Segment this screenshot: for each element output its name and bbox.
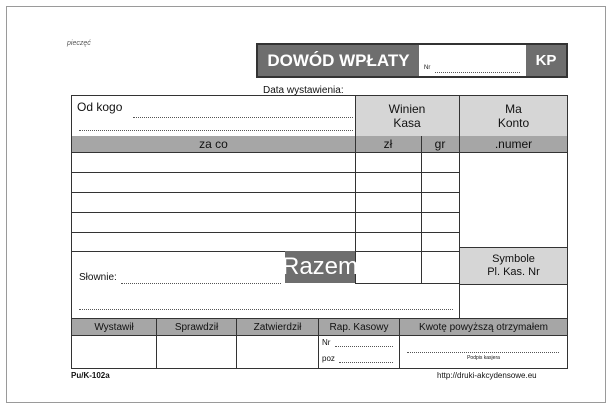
approved-header: Zatwierdził — [253, 321, 302, 333]
poz-label: poz — [322, 354, 335, 363]
numer-header: .numer — [494, 137, 533, 151]
debit-header — [355, 96, 459, 136]
sig-col-line-3 — [318, 318, 319, 369]
checked-header: Sprawdził — [174, 321, 219, 333]
cash-receipt-form — [6, 6, 606, 403]
url-label: http://druki-akcydensowe.eu — [437, 371, 537, 380]
title-box — [256, 43, 568, 78]
words-label: Słownie: — [79, 272, 117, 283]
from-label: Od kogo — [77, 100, 123, 114]
row-line-6 — [71, 251, 460, 252]
zl-header: zł — [383, 137, 393, 151]
sig-col-line-1 — [156, 318, 157, 369]
received-header: Kwotę powyższą otrzymałem — [419, 321, 548, 333]
credit-label-2: Konto — [497, 116, 530, 130]
col-line-2 — [421, 136, 422, 283]
cash-report-header: Rap. Kasowy — [329, 321, 389, 333]
credit-label-1: Ma — [505, 102, 522, 116]
sig-col-line-2 — [236, 318, 237, 369]
symbols-bottom-line — [459, 284, 568, 285]
from-line-2 — [79, 130, 353, 131]
words-line-2 — [79, 309, 453, 310]
sig-header-line — [71, 335, 568, 336]
nr-line — [335, 346, 393, 347]
issued-header: Wystawił — [94, 321, 134, 333]
symbols-label-2: Pl. Kas. Nr — [487, 266, 540, 278]
total-label: Razem — [285, 251, 355, 283]
form-title: DOWÓD WPŁATY — [258, 45, 419, 76]
number-line — [435, 72, 520, 73]
symbols-label-1: Symbole — [492, 253, 535, 265]
credit-header — [460, 96, 567, 136]
sig-col-line-4 — [399, 318, 400, 369]
row-line-5 — [71, 232, 460, 233]
row-line-1 — [71, 152, 568, 153]
debit-label-2: Kasa — [393, 116, 421, 130]
symbols-header — [460, 248, 567, 284]
row-line-4 — [71, 212, 460, 213]
form-code-label: Pu/K-102a — [71, 371, 110, 380]
from-line-1 — [133, 117, 353, 118]
cashier-sign-label: Podpis kasjera — [467, 355, 500, 361]
words-line-1 — [121, 283, 281, 284]
row-line-3 — [71, 192, 460, 193]
form-code: KP — [526, 45, 566, 76]
debit-label-1: Winien — [388, 102, 426, 116]
date-label: Data wystawienia: — [263, 85, 344, 96]
number-label: Nr — [424, 65, 431, 71]
poz-line — [339, 362, 393, 363]
col-line-3 — [459, 95, 460, 319]
nr-label: Nr — [322, 338, 331, 347]
gr-header: gr — [434, 137, 446, 151]
row-line-2 — [71, 172, 460, 173]
row-line-7 — [355, 283, 460, 284]
for-header: za co — [199, 137, 228, 151]
cashier-sign-line — [407, 352, 559, 353]
stamp-label: pieczęć — [67, 40, 91, 47]
